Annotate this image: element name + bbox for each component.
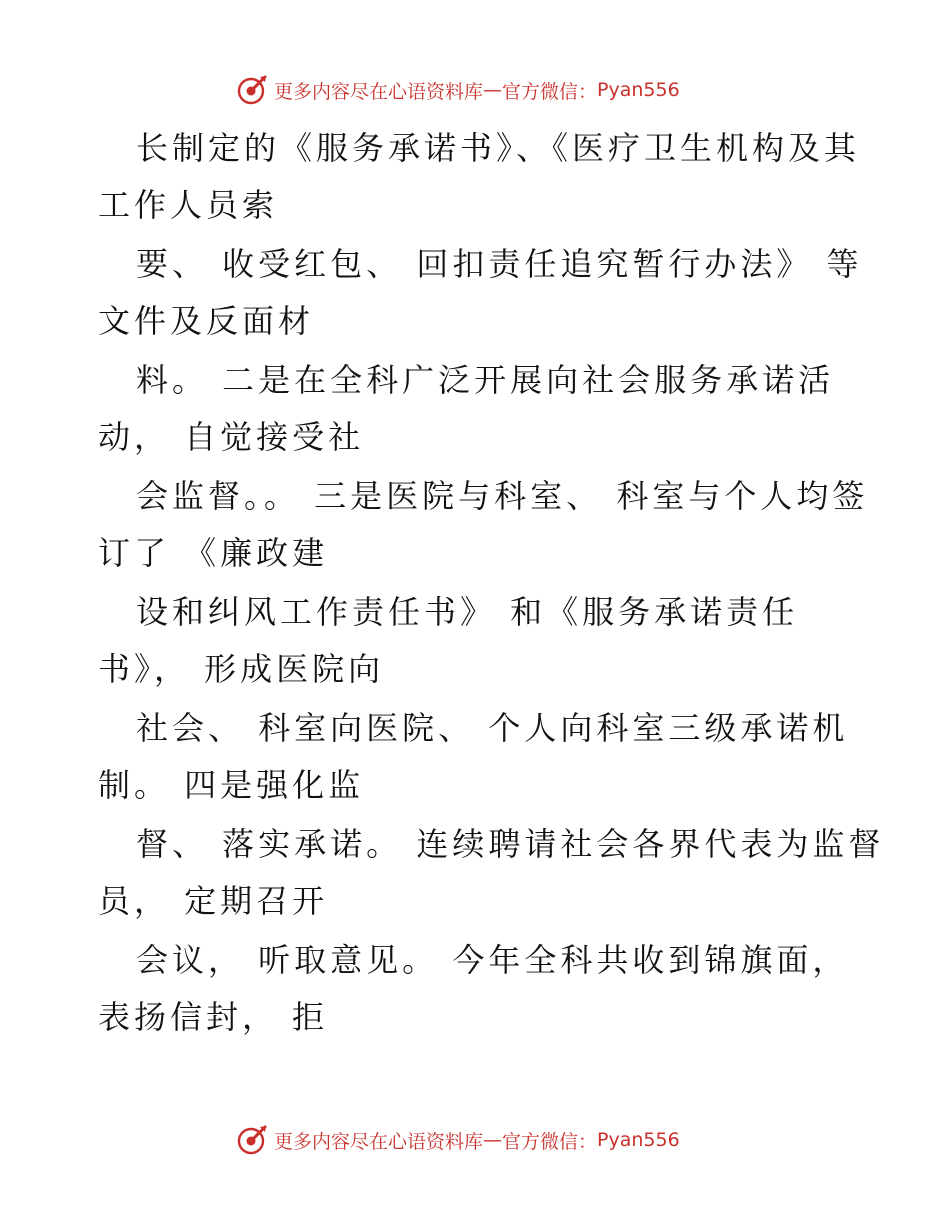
text-line: 表扬信封， 拒 bbox=[98, 998, 329, 1036]
text-line: 设和纠风工作责任书》 和《服务承诺责任 bbox=[136, 593, 799, 631]
text-line: 督、 落实承诺。 连续聘请社会各界代表为监督 bbox=[136, 825, 885, 863]
pen-logo-icon bbox=[236, 74, 268, 106]
watermark-separator: — bbox=[483, 79, 503, 101]
text-line: 长制定的《服务承诺书》、《医疗卫生机构及其 bbox=[136, 129, 861, 167]
watermark-text: 更多内容尽在心语资料库 bbox=[274, 80, 484, 103]
text-line: 书》， 形成医院向 bbox=[98, 650, 385, 688]
text-line: 会议， 听取意见。 今年全科共收到锦旗面， bbox=[136, 941, 849, 979]
footer-watermark bbox=[236, 1123, 680, 1157]
watermark-suffix: 官方微信： bbox=[502, 80, 598, 103]
header-watermark bbox=[236, 73, 680, 107]
text-line: 订了 《廉政建 bbox=[98, 534, 329, 572]
text-line: 料。 二是在全科广泛开展向社会服务承诺活 bbox=[136, 361, 835, 399]
text-line: 员， 定期召开 bbox=[98, 882, 329, 920]
text-line: 文件及反面材 bbox=[98, 302, 315, 340]
watermark-suffix: 官方微信： bbox=[502, 1130, 598, 1153]
watermark-id: Pyan556 bbox=[597, 79, 680, 101]
text-line: 社会、 科室向医院、 个人向科室三级承诺机 bbox=[136, 709, 849, 747]
text-line: 制。 四是强化监 bbox=[98, 766, 365, 804]
watermark-separator: — bbox=[483, 1129, 503, 1151]
pen-logo-icon bbox=[236, 1124, 268, 1156]
watermark-text: 更多内容尽在心语资料库 bbox=[274, 1130, 484, 1153]
watermark-id: Pyan556 bbox=[597, 1129, 680, 1151]
text-line: 动， 自觉接受社 bbox=[98, 418, 365, 456]
text-line: 要、 收受红包、 回扣责任追究暂行办法》 等 bbox=[136, 245, 863, 283]
text-line: 会监督。。 三是医院与科室、 科室与个人均签 bbox=[136, 477, 869, 515]
text-line: 工作人员索 bbox=[98, 186, 279, 224]
